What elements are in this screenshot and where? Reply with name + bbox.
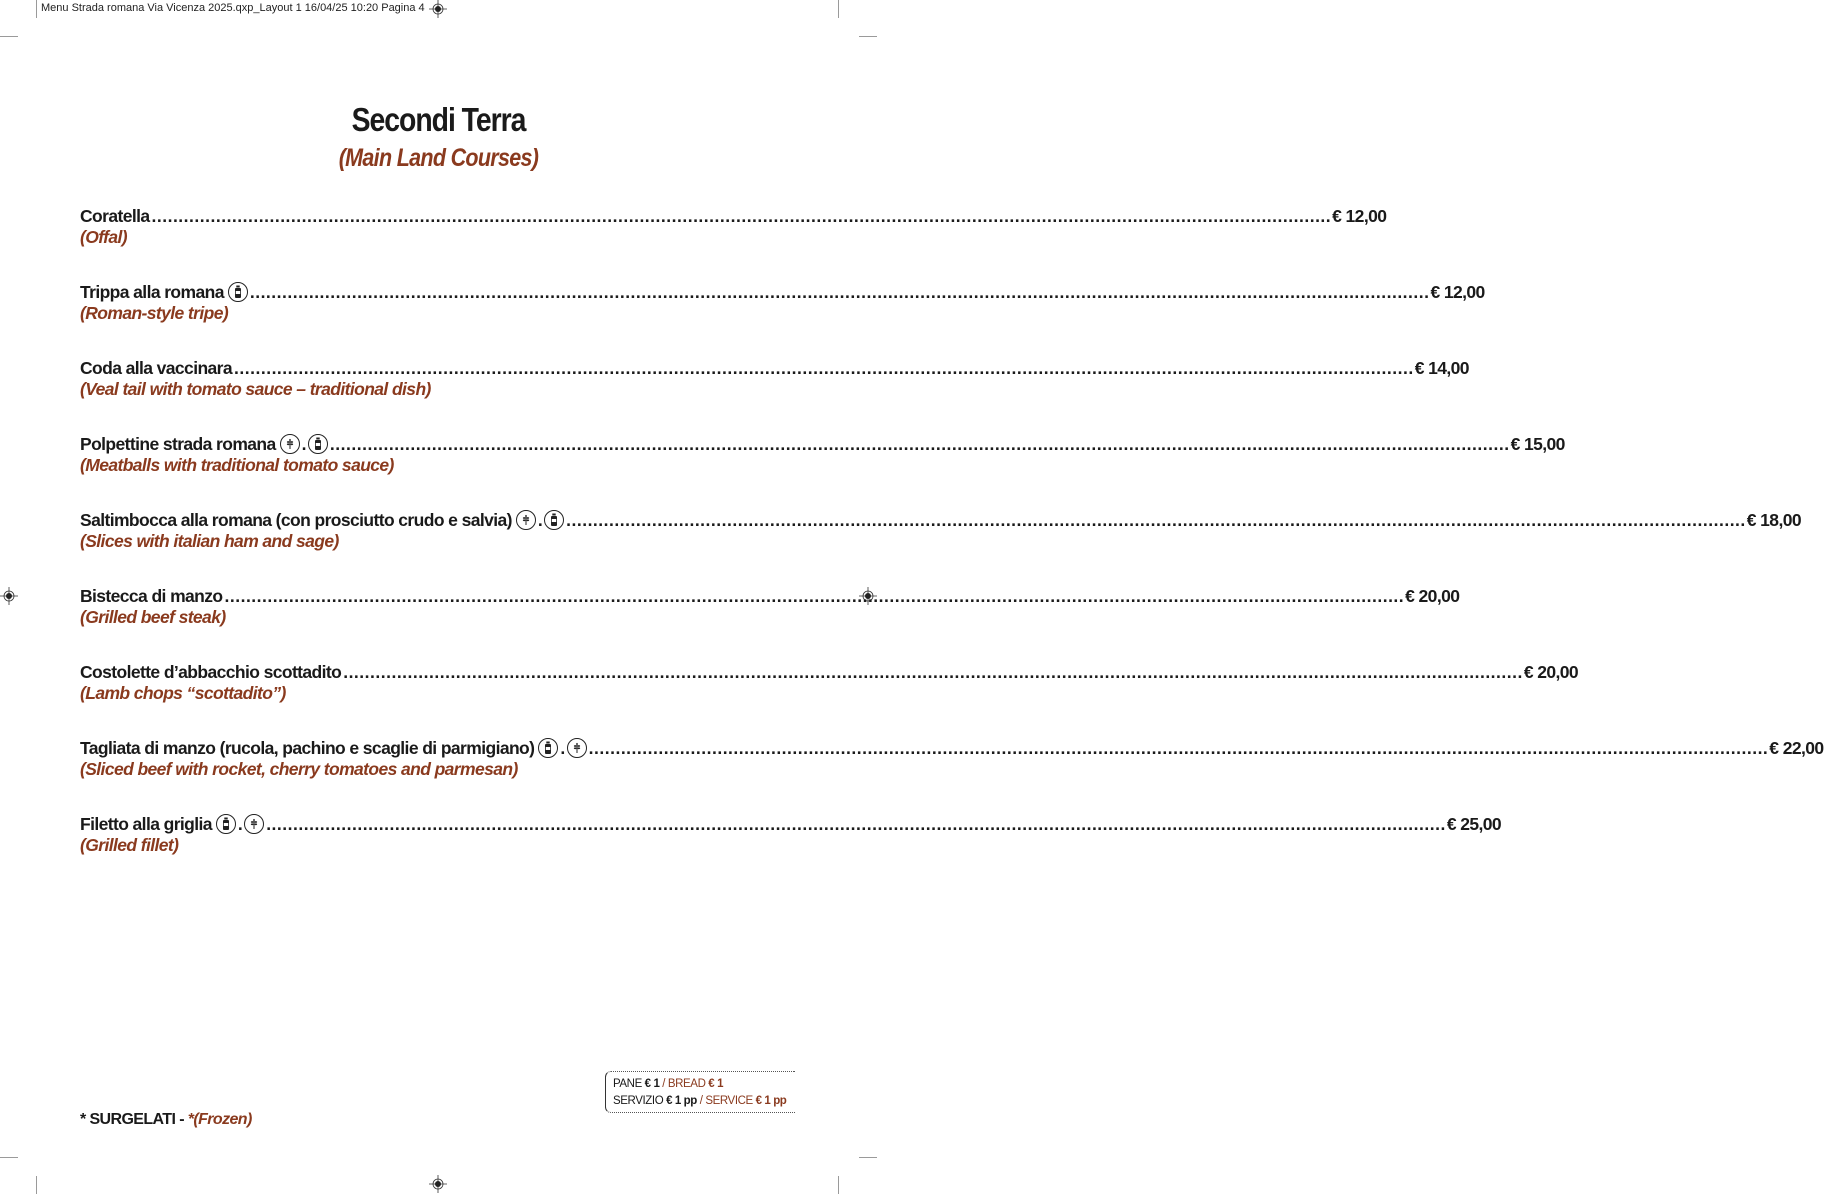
service-price-en: € 1 <box>755 1095 771 1107</box>
service-label-it: SERVIZIO <box>613 1095 664 1107</box>
dish-price: € 15,00 <box>1510 433 1565 454</box>
menu-item-row <box>80 658 1579 686</box>
allergen-icons <box>216 814 264 835</box>
menu-item-row <box>80 810 1502 838</box>
menu-item <box>80 734 1824 810</box>
registration-mark-icon <box>429 0 447 18</box>
service-unit-en: pp <box>773 1095 787 1107</box>
icon-separator: . <box>301 433 306 454</box>
dish-name: Coda alla vaccinara <box>80 357 233 378</box>
dot-leader: ............................................................................................................................................................................................................................ <box>329 433 1510 454</box>
allergen-icons <box>516 510 564 531</box>
crop-mark <box>859 1157 877 1158</box>
wheat-icon <box>244 814 264 834</box>
separator: / <box>699 1095 703 1107</box>
dot-leader: ............................................................................................................................................................................................................................ <box>566 509 1746 530</box>
dish-name: Coratella <box>80 205 150 226</box>
menu-item-row <box>80 582 1460 610</box>
frozen-footnote <box>80 1111 252 1129</box>
service-charge <box>613 1093 795 1110</box>
dish-price: € 12,00 <box>1430 281 1485 302</box>
registration-mark-icon <box>429 1175 447 1193</box>
dish-english-name: (Offal) <box>80 227 128 247</box>
crop-mark <box>0 1157 18 1158</box>
dot-leader: ............................................................................................................................................................................................................................ <box>249 281 1430 302</box>
dish-name: Trippa alla romana <box>80 281 224 302</box>
dish-price: € 18,00 <box>1746 509 1801 530</box>
menu-item <box>80 430 1565 506</box>
bottle-icon <box>538 738 558 758</box>
menu-item <box>80 810 1502 886</box>
menu-item-row <box>80 354 1469 382</box>
dish-price: € 22,00 <box>1769 737 1824 758</box>
icon-separator: . <box>237 813 243 834</box>
page-title: Secondi Terra <box>351 101 526 138</box>
bottle-icon <box>216 814 236 834</box>
bottle-icon <box>228 282 248 302</box>
menu-item <box>80 506 1801 582</box>
dish-name: Bistecca di manzo <box>80 585 223 606</box>
print-slug: Menu Strada romana Via Vicenza 2025.qxp_Layout 1 16/04/25 10:20 Pagina 4 <box>41 2 425 14</box>
icon-separator: . <box>560 737 565 758</box>
allergen-icons <box>280 434 328 455</box>
dish-price: € 12,00 <box>1332 205 1387 226</box>
dish-english-name: (Meatballs with traditional tomato sauce) <box>80 455 394 475</box>
dish-price: € 20,00 <box>1405 585 1460 606</box>
dish-english-name: (Grilled beef steak) <box>80 607 226 627</box>
menu-item <box>80 278 1485 354</box>
crop-mark <box>838 1176 839 1194</box>
dish-price: € 25,00 <box>1446 813 1502 834</box>
menu-item-row <box>80 430 1565 458</box>
menu-item-row <box>80 278 1485 306</box>
menu-item-row <box>80 202 1387 230</box>
crop-mark <box>36 0 37 18</box>
crop-mark <box>859 36 877 37</box>
dish-english-name: (Slices with italian ham and sage) <box>80 531 339 551</box>
page-subtitle: (Main Land Courses) <box>338 144 539 172</box>
frozen-label-it: * SURGELATI <box>80 1111 176 1128</box>
dot-leader: ............................................................................................................................................................................................................................ <box>588 737 1769 758</box>
dot-leader: ............................................................................................................................................................................................................................ <box>234 357 1414 378</box>
dish-english-name: (Sliced beef with rocket, cherry tomatoes and parmesan) <box>80 759 518 779</box>
menu-item-row <box>80 506 1801 534</box>
bread-price-en: € 1 <box>708 1078 724 1090</box>
dot-leader: ............................................................................................................................................................................................................................ <box>266 813 1446 834</box>
dish-price: € 20,00 <box>1523 661 1579 682</box>
bread-label-en: BREAD <box>667 1078 706 1090</box>
separator: / <box>662 1078 666 1090</box>
dish-english-name: (Lamb chops “scottadito”) <box>80 683 286 703</box>
footnote-dash: - <box>175 1111 188 1128</box>
service-unit-it: pp <box>683 1095 697 1107</box>
dot-leader: ............................................................................................................................................................................................................................ <box>224 585 1405 606</box>
crop-mark <box>838 0 839 18</box>
frozen-label-en: *(Frozen) <box>187 1111 252 1128</box>
dot-leader: ............................................................................................................................................................................................................................ <box>151 205 1332 226</box>
menu-list <box>80 202 1824 886</box>
dish-price: € 14,00 <box>1414 357 1469 378</box>
service-price-it: € 1 <box>666 1095 681 1107</box>
crop-mark <box>0 36 18 37</box>
dish-name: Polpettine strada romana <box>80 433 276 454</box>
icon-separator: . <box>537 509 543 530</box>
dish-name: Saltimbocca alla romana (con prosciutto crudo e salvia) <box>80 509 512 530</box>
dish-english-name: (Grilled fillet) <box>80 835 179 855</box>
menu-item <box>80 658 1579 734</box>
dish-name: Tagliata di manzo (rucola, pachino e scaglie di parmigiano) <box>80 737 535 758</box>
dish-name: Filetto alla griglia <box>80 813 212 834</box>
bottle-icon <box>308 434 328 454</box>
allergen-icons <box>538 738 586 759</box>
dish-english-name: (Roman-style tripe) <box>80 303 229 323</box>
allergen-icons <box>228 282 248 302</box>
wheat-icon <box>516 510 536 530</box>
bread-price-it: € 1 <box>644 1078 660 1090</box>
service-label-en: SERVICE <box>705 1095 753 1107</box>
dish-english-name: (Veal tail with tomato sauce – traditional dish) <box>80 379 431 399</box>
wheat-icon <box>280 434 300 454</box>
bottle-icon <box>544 510 564 530</box>
menu-item <box>80 202 1387 278</box>
dish-name: Costolette d’abbacchio scottadito <box>80 661 342 682</box>
registration-mark-icon <box>0 587 18 605</box>
bread-charge <box>613 1076 795 1093</box>
wheat-icon <box>567 738 587 758</box>
charges-box <box>605 1071 795 1113</box>
menu-item <box>80 582 1460 658</box>
menu-item <box>80 354 1469 430</box>
dot-leader: ............................................................................................................................................................................................................................ <box>343 661 1523 682</box>
bread-label-it: PANE <box>613 1078 642 1090</box>
crop-mark <box>36 1176 37 1194</box>
menu-item-row <box>80 734 1824 762</box>
